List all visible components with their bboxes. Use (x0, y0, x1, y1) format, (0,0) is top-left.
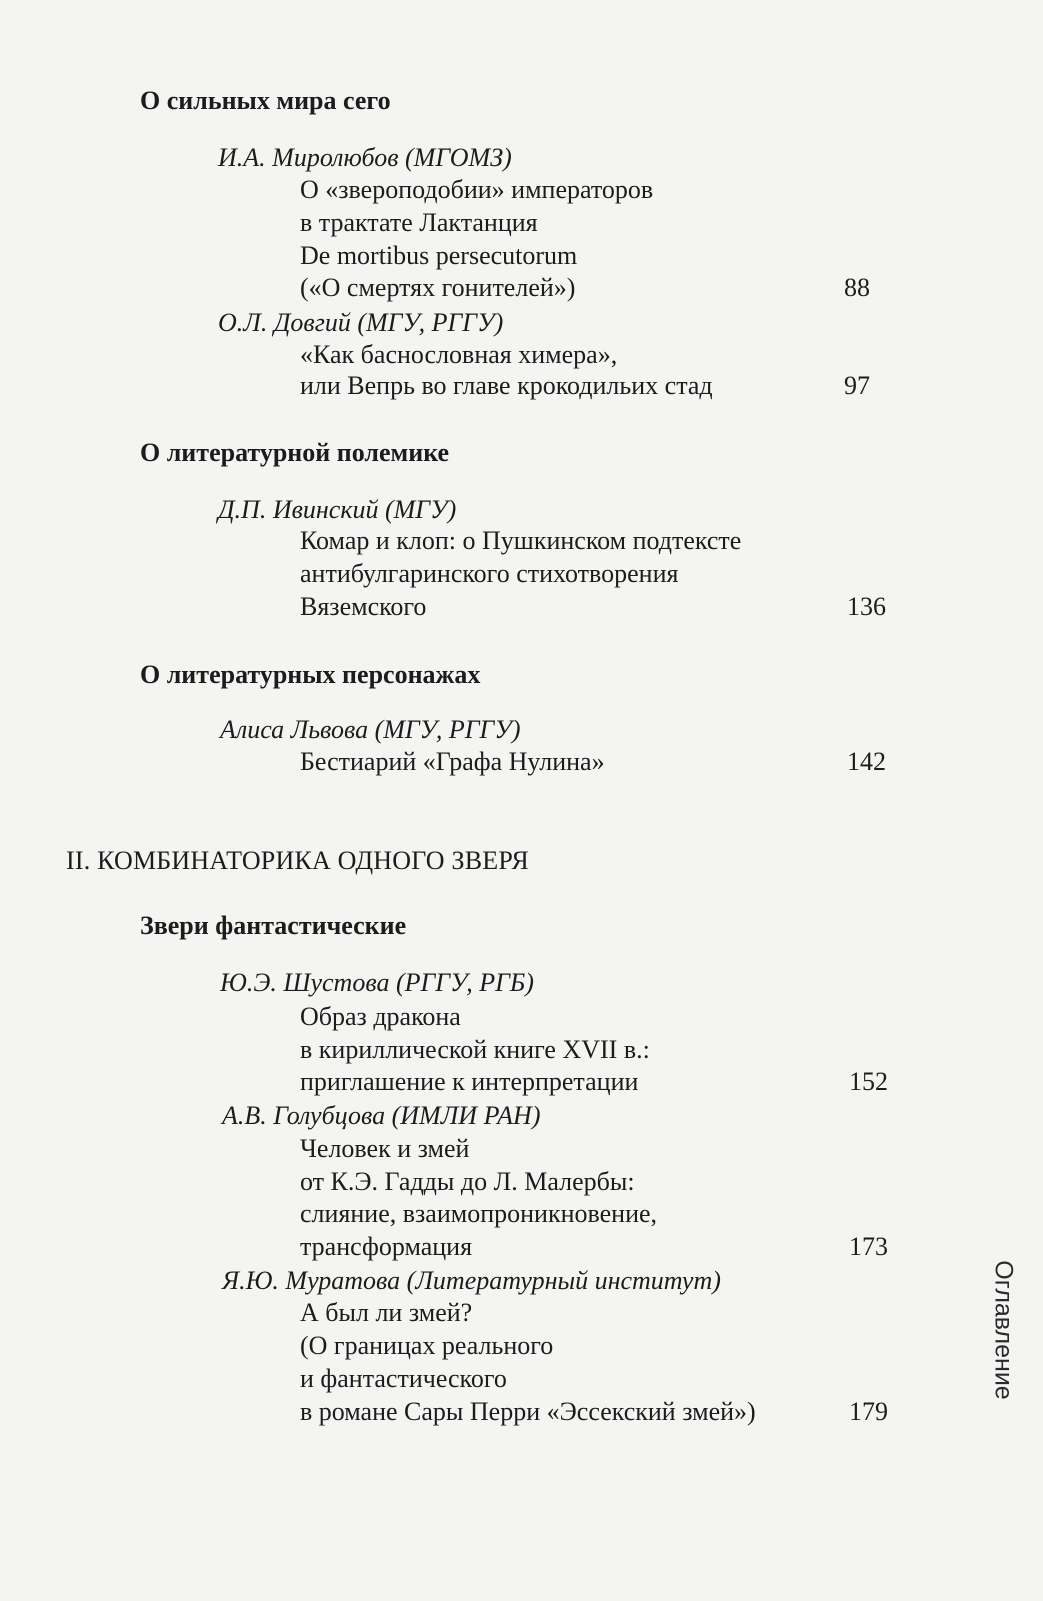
page-number: 179 (849, 1397, 888, 1426)
entry-title-line: («О смертях гонителей») (300, 273, 576, 302)
entry-title-line: в кириллической книге XVII в.: (300, 1035, 650, 1064)
page-number: 88 (844, 273, 870, 302)
entry-title-line: «Как баснословная химера», (300, 340, 618, 369)
entry-title-line: Комар и клоп: о Пушкинском подтексте (300, 526, 742, 555)
entry-author: А.В. Голубцова (ИМЛИ РАН) (222, 1101, 541, 1130)
part-heading: II. КОМБИНАТОРИКА ОДНОГО ЗВЕРЯ (66, 846, 529, 875)
entry-title-line: или Вепрь во главе крокодильих стад (300, 371, 713, 400)
entry-title-line: Вяземского (300, 592, 427, 621)
entry-title-line: антибулгаринского стихотворения (300, 559, 679, 588)
entry-title-line: Образ дракона (300, 1002, 461, 1031)
entry-title-line: (О границах реального (300, 1331, 554, 1360)
entry-title-line: Бестиарий «Графа Нулина» (300, 747, 605, 776)
entry-title-line: от К.Э. Гадды до Л. Малербы: (300, 1167, 635, 1196)
entry-title-line: и фантастического (300, 1364, 507, 1393)
side-label: Оглавление (989, 1260, 1018, 1400)
entry-title-line: De mortibus persecutorum (300, 241, 578, 270)
entry-title-line: в трактате Лактанция (300, 208, 538, 237)
entry-title-line: Человек и змей (300, 1134, 470, 1163)
entry-title-line: приглашение к интерпретации (300, 1067, 639, 1096)
entry-author: Д.П. Ивинский (МГУ) (218, 495, 457, 524)
section-heading: О сильных мира сего (140, 86, 391, 115)
entry-title-line: О «звероподобии» императоров (300, 175, 654, 204)
entry-author: О.Л. Довгий (МГУ, РГГУ) (218, 308, 504, 337)
page-number: 152 (849, 1067, 888, 1096)
entry-author: И.А. Миролюбов (МГОМЗ) (218, 143, 512, 172)
page-number: 136 (847, 592, 886, 621)
section-heading: О литературной полемике (140, 438, 450, 467)
entry-author: Я.Ю. Муратова (Литературный институт) (222, 1266, 721, 1295)
entry-title-line: трансформация (300, 1232, 473, 1261)
entry-title-line: в романе Сары Перри «Эссекский змей») (300, 1397, 756, 1426)
entry-author: Ю.Э. Шустова (РГГУ, РГБ) (220, 968, 534, 997)
entry-author: Алиса Львова (МГУ, РГГУ) (220, 715, 521, 744)
section-heading: О литературных персонажах (140, 660, 481, 689)
page-number: 173 (849, 1232, 888, 1261)
page-number: 142 (847, 747, 886, 776)
section-heading: Звери фантастические (140, 911, 407, 940)
page-number: 97 (844, 371, 870, 400)
entry-title-line: слияние, взаимопроникновение, (300, 1199, 658, 1228)
entry-title-line: А был ли змей? (300, 1298, 473, 1327)
